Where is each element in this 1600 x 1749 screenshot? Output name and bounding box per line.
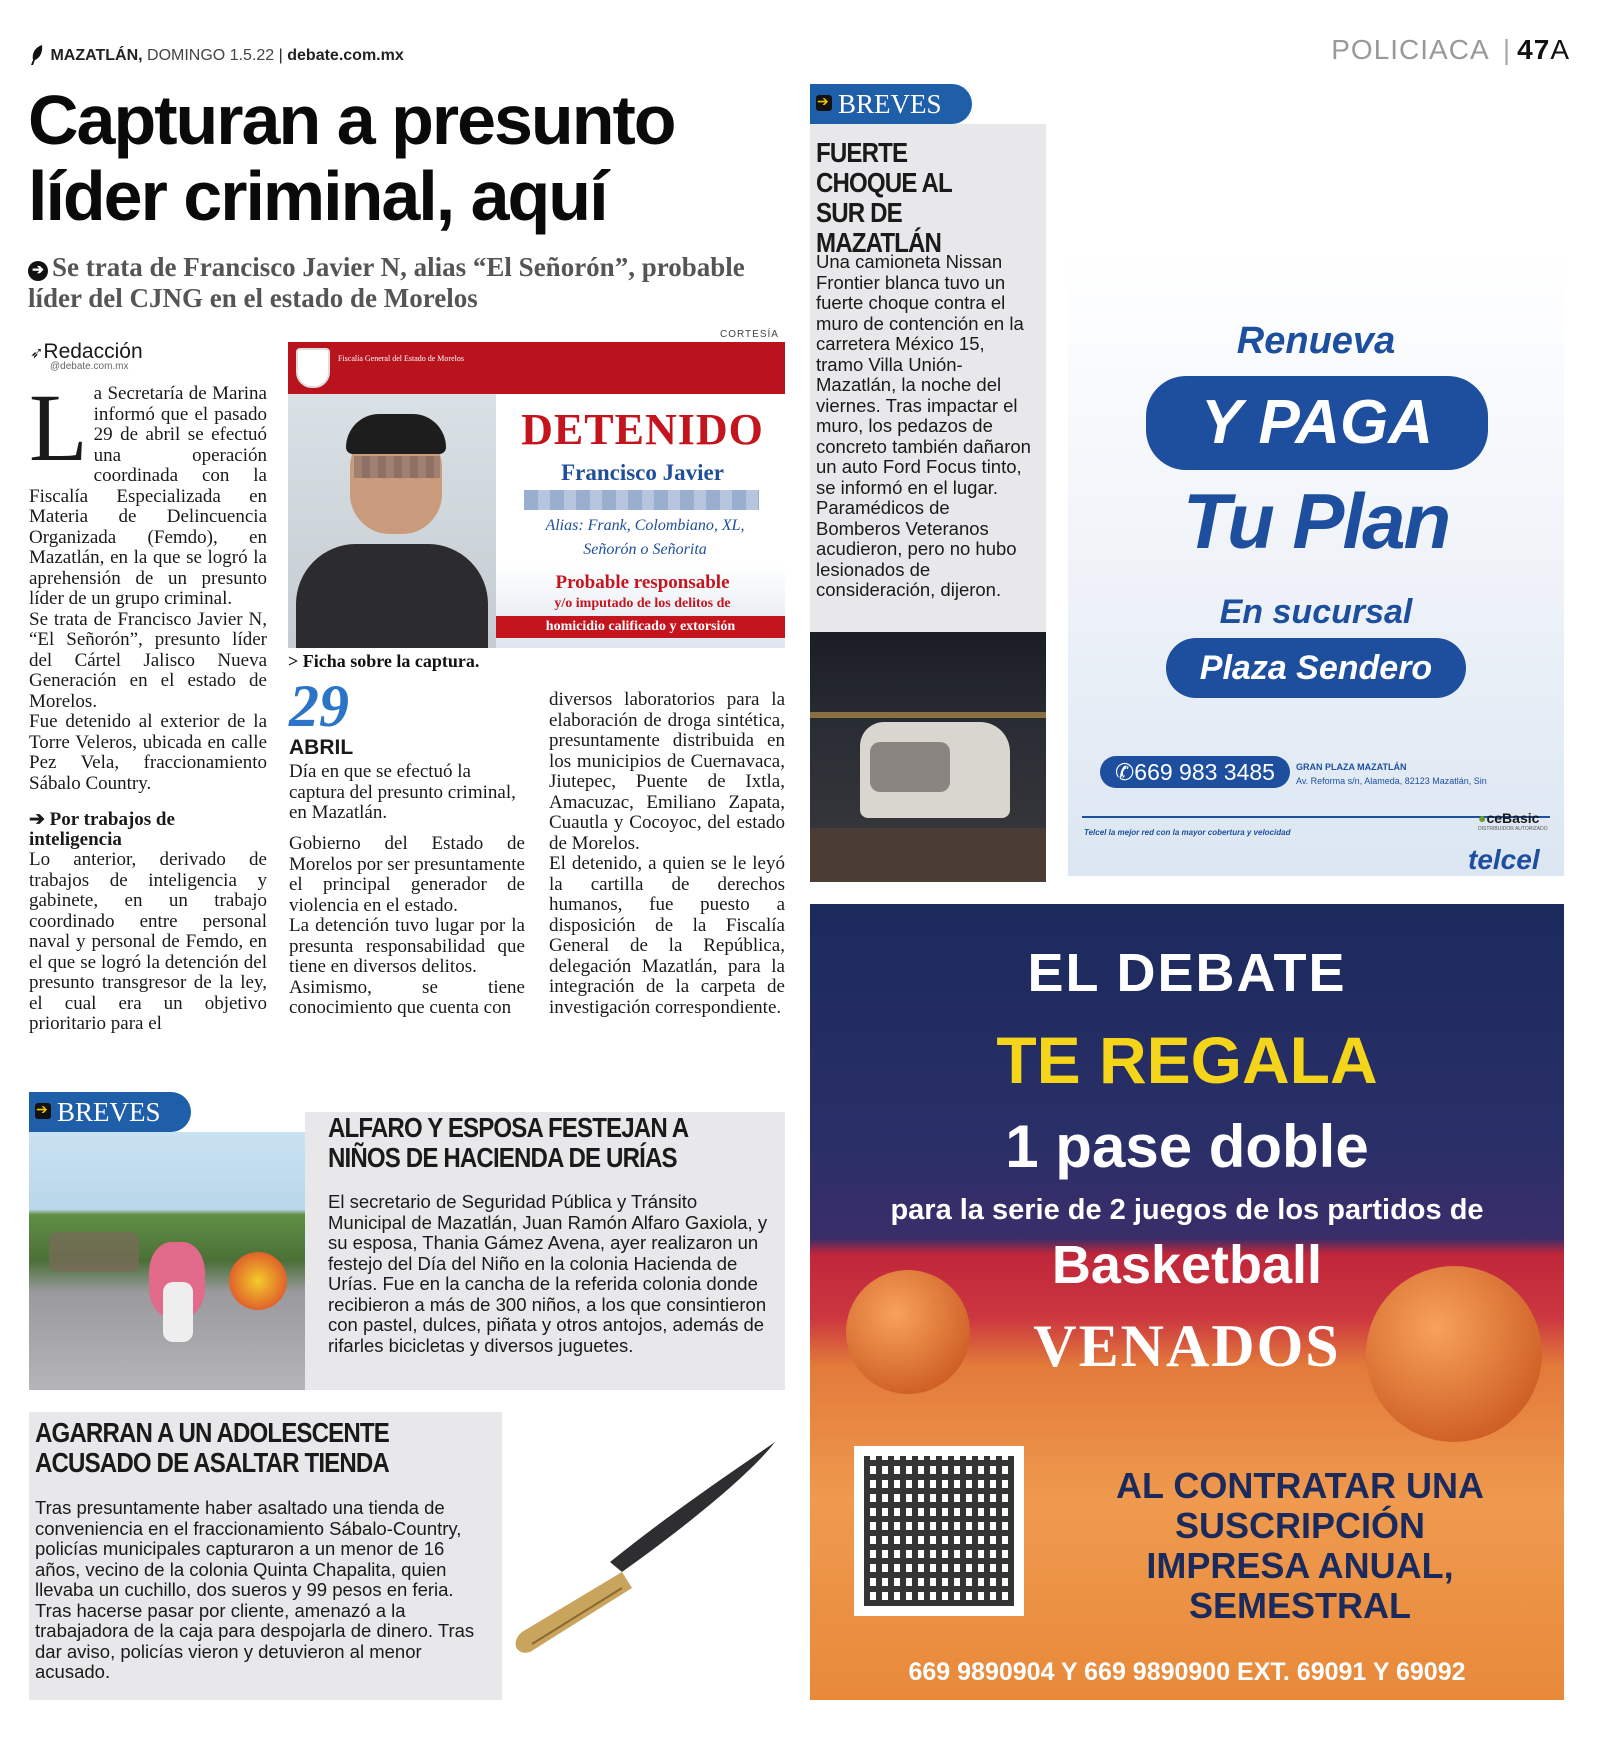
byline xyxy=(30,340,143,372)
ad-te-regala: TE REGALA xyxy=(996,1023,1378,1097)
breves-tab-label: BREVES xyxy=(57,1097,161,1127)
subhead: ➔ Por trabajos de inteligencia xyxy=(29,809,175,850)
paragraph: Se trata de Francisco Javier N, “El Señorón”, presunto líder del Cártel Jalisco Nueva Generación en el estado de Morelos. xyxy=(29,608,267,712)
kids-party-photo xyxy=(29,1132,305,1390)
column-1 xyxy=(29,374,267,1035)
paragraph: Lo anterior, derivado de trabajos de inteligencia y gabinete, en un trabajo coordinado entre personal naval y personal de Femdo, en el que se logró la detención del presunto transgresor de la ley, el cual era un objetivo prioritario para el xyxy=(29,849,267,1034)
ficha-alias: Alias: Frank, Colombiano, XL, Señorón o Señorita xyxy=(545,517,745,558)
drop-cap: L xyxy=(29,374,88,481)
telcel-phone-pill xyxy=(1100,756,1290,788)
arrow-circle-icon: ➔ xyxy=(28,261,48,281)
breves-1-body: Una camioneta Nissan Frontier blanca tuvo un fuerte choque contra el muro de contención en la carretera México 15, tramo Villa Unión-Mazatlán, la noche del viernes. Tras impactar el muro, los pedazos de concreto también dañaron un auto Ford Focus tinto, se informó en el lugar. Paramédicos de Bomberos Veteranos acudieron, pero no hubo lesionados de consideración, dijeron. xyxy=(816,251,1031,600)
telcel-plaza-pill: Plaza Sendero xyxy=(1166,638,1466,698)
ficha-image xyxy=(288,342,785,648)
feather-icon: ➶ xyxy=(30,345,44,362)
cebasic-text: ceBasic xyxy=(1486,810,1540,826)
main-headline xyxy=(28,82,788,234)
fact-box xyxy=(289,673,529,824)
paragraph: Asimismo, se tiene conocimiento que cuenta con xyxy=(289,976,525,1018)
arrow-icon xyxy=(816,95,832,111)
breves-2-title: ALFARO Y ESPOSA FESTEJAN A NIÑOS DE HACIENDA DE URÍAS xyxy=(328,1112,688,1173)
ad-venados: VENADOS xyxy=(1033,1313,1341,1379)
crash-photo xyxy=(810,632,1046,882)
detainee-photo xyxy=(288,394,496,648)
phone-icon: ✆ xyxy=(1115,759,1135,785)
breves-3-body: Tras presuntamente haber asaltado una tienda de conveniencia en el fraccionamiento Sábalo-Country, policías municipales capturaron a un menor de 16 años, vecino de la colonia Quinta Chapalita, quien llevaba un cuchillo, dos sueros y 99 pesos en feria. Tras hacerse pasar por cliente, amenazó a la trabajadora de la caja para despojarla de dinero. Tras dar aviso, policías vieron y detuvieron al menor acusado. xyxy=(35,1497,475,1682)
telcel-addr-2: Av. Reforma s/n, Alameda, 82123 Mazatlán, Sin xyxy=(1296,776,1487,786)
column-3 xyxy=(549,690,785,1018)
debate-ad xyxy=(810,904,1564,1700)
fact-text: Día en que se efectuó la captura del presunto criminal, en Mazatlán. xyxy=(289,761,516,823)
breves-2-body: El secretario de Seguridad Pública y Tránsito Municipal de Mazatlán, Juan Ramón Alfaro Gaxiola, y su esposa, Thania Gámez Avena, ayer realizaron un festejo del Día del Niño en la colonia Hacienda de Urías. Fue en la cancha de la referida colonia donde recibieron a más de 300 niños, a los que consintieron con pastel, dulces, piñata y otros antojos, además de rifarles bicicletas y diversos juguetes. xyxy=(328,1191,768,1356)
section-name: POLICIACA xyxy=(1331,34,1489,65)
ficha-title: DETENIDO xyxy=(521,405,764,454)
paragraph: El detenido, a quien se le leyó la cartilla de derechos humanos, fue puesto a disposición de la Fiscalía General de la República, delegación Mazatlán, para la integración de la carpeta de investigación correspondiente. xyxy=(549,853,785,1018)
header-site: debate.com.mx xyxy=(287,47,404,64)
ad-sub-2: SUSCRIPCIÓN xyxy=(1174,1505,1426,1546)
breves-1-title: FUERTE CHOQUE AL SUR DE MAZATLÁN xyxy=(816,137,952,258)
cebasic-logo: ●ceBasic DISTRIBUIDOR AUTORIZADO xyxy=(1478,810,1558,832)
header-sep: | xyxy=(278,47,283,64)
telcel-phone: 669 983 3485 xyxy=(1134,759,1275,785)
ad-sub-4: SEMESTRAL xyxy=(1188,1585,1411,1626)
ficha-resp-1: Probable responsable xyxy=(555,572,730,593)
photo-credit: CORTESÍA xyxy=(720,329,779,340)
ad-subscription xyxy=(1050,1466,1550,1626)
telcel-ypaga-pill: Y PAGA xyxy=(1146,376,1488,470)
headline-line-1: Capturan a presunto xyxy=(28,81,675,159)
ad-sub-3: IMPRESA ANUAL, xyxy=(1146,1545,1454,1586)
byline-name: Redacción xyxy=(43,340,143,363)
feather-logo-icon xyxy=(30,44,44,66)
page-header xyxy=(30,44,404,66)
knife-photo xyxy=(502,1412,785,1700)
ficha-resp-3: homicidio calificado y extorsión xyxy=(496,616,785,638)
fact-month: ABRIL xyxy=(289,736,354,759)
ad-el-debate: EL DEBATE xyxy=(1027,943,1347,1003)
ficha-resp-2: y/o imputado de los delitos de xyxy=(554,596,731,611)
ad-basketball: Basketball xyxy=(1051,1235,1323,1295)
ficha-name: Francisco Javier xyxy=(561,460,724,485)
telcel-brand: telcel xyxy=(1468,844,1540,875)
breves-3-title: AGARRAN A UN ADOLESCENTE ACUSADO DE ASALTAR TIENDA xyxy=(35,1417,389,1478)
cebasic-sub: DISTRIBUIDOR AUTORIZADO xyxy=(1478,826,1548,832)
ficha-blurred-surname xyxy=(524,490,759,510)
telcel-slogan: Telcel la mejor red con la mayor cobertura y velocidad xyxy=(1084,828,1291,837)
ad-phones: 669 9890904 Y 669 9890900 EXT. 69091 Y 69092 xyxy=(908,1658,1466,1686)
ad-pase-doble: 1 pase doble xyxy=(1005,1113,1369,1180)
section-label: POLICIACA | 47A xyxy=(1331,34,1570,65)
arrow-icon xyxy=(35,1103,51,1119)
paragraph: a Secretaría de Marina informó que el pasado 29 de abril se efectuó una operación coordinada con la Fiscalía Especializada en Materia de Delincuencia Organizada (Femdo), en Mazatlán, en la que se logró la aprehensión de un presunto líder de un grupo criminal. xyxy=(29,383,267,609)
byline-handle: @debate.com.mx xyxy=(50,361,129,372)
paragraph: diversos laboratorios para la elaboración de droga sintética, presuntamente distribuida en los municipios de Cuernavaca, Jiutepec, Puente de Ixtla, Amacuzac, Emiliano Zapata, Cuautla y Cocoyoc, del estado de Morelos. xyxy=(549,689,785,854)
page-letter: A xyxy=(1550,34,1570,65)
breves-tab-1 xyxy=(810,84,972,124)
headline-line-2: líder criminal, aquí xyxy=(28,157,607,235)
fiscalia-badge-icon xyxy=(296,348,330,388)
photo-caption: > Ficha sobre la captura. xyxy=(288,651,480,671)
header-date: DOMINGO 1.5.22 xyxy=(147,47,275,64)
deck-text: Se trata de Francisco Javier N, alias “El Señorón”, probable líder del CJNG en el estado de Morelos xyxy=(28,252,745,313)
fact-number: 29 xyxy=(289,673,349,739)
telcel-renueva: Renueva xyxy=(1236,320,1396,362)
ad-sub-1: AL CONTRATAR UNA xyxy=(1116,1465,1484,1506)
qr-code xyxy=(854,1446,1024,1616)
paragraph: Fue detenido al exterior de la Torre Veleros, ubicada en calle Pez Vela, fraccionamiento Sábalo Country. xyxy=(29,711,267,794)
main-deck xyxy=(28,252,788,314)
ad-serie: para la serie de 2 juegos de los partidos de xyxy=(890,1194,1484,1226)
telcel-en-sucursal: En sucursal xyxy=(1219,593,1413,631)
header-city: MAZATLÁN, xyxy=(50,47,143,64)
ficha-org: Fiscalía General del Estado de Morelos xyxy=(338,354,464,363)
paragraph: Gobierno del Estado de Morelos por ser presuntamente el principal generador de violencia en el estado. xyxy=(289,833,525,916)
telcel-addr-1: GRAN PLAZA MAZATLÁN xyxy=(1296,762,1407,772)
telcel-ad xyxy=(1068,248,1564,876)
paragraph: La detención tuvo lugar por la presunta responsabilidad que tiene en diversos delitos. xyxy=(289,915,525,977)
breves-tab-2 xyxy=(29,1092,191,1132)
breves-tab-label: BREVES xyxy=(838,89,942,119)
column-2 xyxy=(289,834,525,1019)
subhead-text: Por trabajos de inteligencia xyxy=(29,809,175,850)
page-number: 47 xyxy=(1517,34,1551,65)
telcel-tu-plan: Tu Plan xyxy=(1182,477,1450,565)
